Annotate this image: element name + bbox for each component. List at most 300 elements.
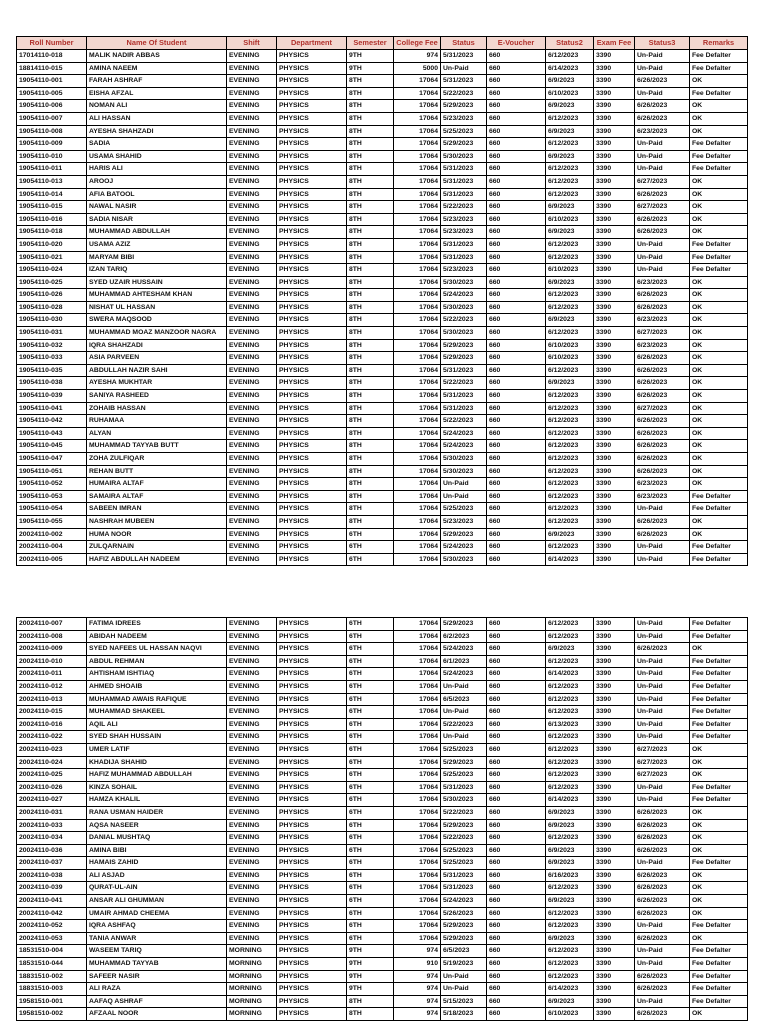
cell-exam-fee: 3390 <box>594 276 635 289</box>
cell-remarks: OK <box>690 226 748 239</box>
cell-status: 5/30/2023 <box>441 301 487 314</box>
cell-status2: 6/14/2023 <box>546 983 594 996</box>
cell-shift: EVENING <box>227 643 277 656</box>
cell-shift: EVENING <box>227 743 277 756</box>
cell-remarks: OK <box>690 528 748 541</box>
cell-semester: 6TH <box>347 541 394 554</box>
cell-remarks: OK <box>690 515 748 528</box>
cell-semester: 8TH <box>347 440 394 453</box>
cell-status3: 6/27/2023 <box>635 175 690 188</box>
cell-semester: 6TH <box>347 920 394 933</box>
cell-department: PHYSICS <box>277 314 347 327</box>
cell-college-fee: 17064 <box>394 226 441 239</box>
cell-shift: EVENING <box>227 769 277 782</box>
cell-shift: EVENING <box>227 882 277 895</box>
table-row <box>17 907 748 920</box>
cell-status2: 6/12/2023 <box>546 958 594 971</box>
cell-remarks: OK <box>690 769 748 782</box>
cell-e-voucher: 660 <box>487 314 546 327</box>
cell-exam-fee: 3390 <box>594 453 635 466</box>
cell-roll-number: 19054110-045 <box>17 440 87 453</box>
cell-department: PHYSICS <box>277 415 347 428</box>
cell-college-fee: 17064 <box>394 301 441 314</box>
cell-roll-number: 17014110-018 <box>17 50 87 63</box>
cell-semester: 6TH <box>347 618 394 631</box>
cell-e-voucher: 660 <box>487 415 546 428</box>
cell-exam-fee: 3390 <box>594 958 635 971</box>
cell-remarks: OK <box>690 743 748 756</box>
cell-shift: EVENING <box>227 920 277 933</box>
cell-department: PHYSICS <box>277 276 347 289</box>
cell-student-name: AQIL ALI <box>87 718 227 731</box>
cell-shift: EVENING <box>227 62 277 75</box>
cell-semester: 8TH <box>347 289 394 302</box>
cell-college-fee: 17064 <box>394 289 441 302</box>
cell-roll-number: 20024110-037 <box>17 857 87 870</box>
table-row <box>17 769 748 782</box>
cell-e-voucher: 660 <box>487 655 546 668</box>
cell-e-voucher: 660 <box>487 895 546 908</box>
cell-roll-number: 20024110-025 <box>17 769 87 782</box>
table-row <box>17 100 748 113</box>
cell-department: PHYSICS <box>277 718 347 731</box>
cell-college-fee: 17064 <box>394 75 441 88</box>
cell-status2: 6/12/2023 <box>546 515 594 528</box>
cell-remarks: OK <box>690 327 748 340</box>
cell-remarks: Fee Defalter <box>690 87 748 100</box>
cell-shift: EVENING <box>227 402 277 415</box>
cell-college-fee: 17064 <box>394 655 441 668</box>
cell-department: PHYSICS <box>277 995 347 1008</box>
table-row <box>17 150 748 163</box>
cell-department: PHYSICS <box>277 327 347 340</box>
cell-semester: 6TH <box>347 832 394 845</box>
cell-status3: Un-Paid <box>635 781 690 794</box>
cell-status: 5/29/2023 <box>441 100 487 113</box>
cell-student-name: HAFIZ ABDULLAH NADEEM <box>87 553 227 566</box>
table-row <box>17 553 748 566</box>
table-row <box>17 756 748 769</box>
cell-status2: 6/9/2023 <box>546 806 594 819</box>
cell-exam-fee: 3390 <box>594 655 635 668</box>
cell-student-name: ABIDAH NADEEM <box>87 630 227 643</box>
cell-status2: 6/12/2023 <box>546 541 594 554</box>
cell-department: PHYSICS <box>277 364 347 377</box>
cell-status2: 6/12/2023 <box>546 112 594 125</box>
cell-department: PHYSICS <box>277 188 347 201</box>
cell-status: 5/24/2023 <box>441 541 487 554</box>
cell-department: PHYSICS <box>277 731 347 744</box>
table-row <box>17 932 748 945</box>
cell-status3: Un-Paid <box>635 87 690 100</box>
cell-remarks: OK <box>690 932 748 945</box>
cell-student-name: IZAN TARIQ <box>87 264 227 277</box>
cell-shift: EVENING <box>227 238 277 251</box>
table-row <box>17 844 748 857</box>
cell-remarks: Fee Defalter <box>690 920 748 933</box>
cell-shift: MORNING <box>227 995 277 1008</box>
cell-semester: 6TH <box>347 882 394 895</box>
cell-status2: 6/12/2023 <box>546 490 594 503</box>
cell-exam-fee: 3390 <box>594 515 635 528</box>
cell-status: 5/29/2023 <box>441 756 487 769</box>
cell-e-voucher: 660 <box>487 402 546 415</box>
cell-e-voucher: 660 <box>487 175 546 188</box>
cell-status3: 6/26/2023 <box>635 895 690 908</box>
cell-exam-fee: 3390 <box>594 112 635 125</box>
cell-department: PHYSICS <box>277 643 347 656</box>
cell-status2: 6/12/2023 <box>546 655 594 668</box>
cell-exam-fee: 3390 <box>594 882 635 895</box>
cell-status: Un-Paid <box>441 490 487 503</box>
cell-student-name: AYESHA SHAHZADI <box>87 125 227 138</box>
table-row <box>17 668 748 681</box>
table-row <box>17 958 748 971</box>
table-row <box>17 806 748 819</box>
cell-e-voucher: 660 <box>487 465 546 478</box>
cell-department: PHYSICS <box>277 706 347 719</box>
cell-status3: 6/26/2023 <box>635 643 690 656</box>
cell-status2: 6/12/2023 <box>546 188 594 201</box>
cell-exam-fee: 3390 <box>594 238 635 251</box>
table-row <box>17 995 748 1008</box>
cell-status2: 6/12/2023 <box>546 478 594 491</box>
cell-status: 5/31/2023 <box>441 781 487 794</box>
cell-exam-fee: 3390 <box>594 87 635 100</box>
cell-status3: Un-Paid <box>635 62 690 75</box>
cell-status3: Un-Paid <box>635 238 690 251</box>
cell-department: PHYSICS <box>277 794 347 807</box>
header-status: Status <box>441 37 487 50</box>
cell-exam-fee: 3390 <box>594 970 635 983</box>
cell-shift: EVENING <box>227 618 277 631</box>
cell-status: 5/30/2023 <box>441 327 487 340</box>
cell-semester: 6TH <box>347 743 394 756</box>
cell-exam-fee: 3390 <box>594 1008 635 1021</box>
cell-semester: 6TH <box>347 718 394 731</box>
cell-remarks: OK <box>690 882 748 895</box>
cell-semester: 9TH <box>347 62 394 75</box>
cell-remarks: OK <box>690 907 748 920</box>
cell-e-voucher: 660 <box>487 138 546 151</box>
cell-e-voucher: 660 <box>487 743 546 756</box>
cell-shift: EVENING <box>227 731 277 744</box>
cell-remarks: OK <box>690 75 748 88</box>
table-row <box>17 201 748 214</box>
cell-remarks: OK <box>690 364 748 377</box>
cell-roll-number: 20024110-009 <box>17 643 87 656</box>
cell-e-voucher: 660 <box>487 857 546 870</box>
cell-roll-number: 19054110-020 <box>17 238 87 251</box>
cell-e-voucher: 660 <box>487 756 546 769</box>
table-row <box>17 920 748 933</box>
cell-shift: EVENING <box>227 756 277 769</box>
cell-remarks: Fee Defalter <box>690 541 748 554</box>
cell-exam-fee: 3390 <box>594 301 635 314</box>
cell-exam-fee: 3390 <box>594 945 635 958</box>
cell-college-fee: 974 <box>394 983 441 996</box>
cell-roll-number: 20024110-052 <box>17 920 87 933</box>
cell-e-voucher: 660 <box>487 907 546 920</box>
header-roll-number: Roll Number <box>17 37 87 50</box>
cell-status2: 6/9/2023 <box>546 75 594 88</box>
cell-remarks: Fee Defalter <box>690 503 748 516</box>
cell-status: 5/31/2023 <box>441 238 487 251</box>
cell-remarks: Fee Defalter <box>690 731 748 744</box>
cell-roll-number: 19054110-025 <box>17 276 87 289</box>
cell-e-voucher: 660 <box>487 150 546 163</box>
header-department: Department <box>277 37 347 50</box>
cell-student-name: HUMAIRA ALTAF <box>87 478 227 491</box>
cell-college-fee: 17064 <box>394 769 441 782</box>
cell-e-voucher: 660 <box>487 503 546 516</box>
cell-status2: 6/12/2023 <box>546 769 594 782</box>
cell-status2: 6/12/2023 <box>546 301 594 314</box>
cell-status2: 6/16/2023 <box>546 869 594 882</box>
cell-semester: 8TH <box>347 188 394 201</box>
cell-roll-number: 19054110-007 <box>17 112 87 125</box>
cell-status: 5/18/2023 <box>441 1008 487 1021</box>
cell-remarks: Fee Defalter <box>690 781 748 794</box>
cell-shift: EVENING <box>227 175 277 188</box>
table-row <box>17 314 748 327</box>
cell-remarks: OK <box>690 339 748 352</box>
cell-e-voucher: 660 <box>487 201 546 214</box>
cell-department: PHYSICS <box>277 769 347 782</box>
cell-shift: EVENING <box>227 352 277 365</box>
cell-college-fee: 17064 <box>394 869 441 882</box>
cell-status: Un-Paid <box>441 731 487 744</box>
cell-status2: 6/12/2023 <box>546 630 594 643</box>
cell-department: PHYSICS <box>277 541 347 554</box>
cell-exam-fee: 3390 <box>594 402 635 415</box>
cell-department: PHYSICS <box>277 983 347 996</box>
cell-college-fee: 17064 <box>394 453 441 466</box>
cell-roll-number: 19054110-018 <box>17 226 87 239</box>
cell-status: 6/2/2023 <box>441 630 487 643</box>
cell-student-name: ZOHA ZULFIQAR <box>87 453 227 466</box>
cell-student-name: SYED NAFEES UL HASSAN NAQVI <box>87 643 227 656</box>
cell-department: PHYSICS <box>277 478 347 491</box>
cell-status2: 6/9/2023 <box>546 995 594 1008</box>
cell-exam-fee: 3390 <box>594 920 635 933</box>
cell-status3: Un-Paid <box>635 138 690 151</box>
cell-status3: 6/26/2023 <box>635 188 690 201</box>
cell-exam-fee: 3390 <box>594 869 635 882</box>
cell-status2: 6/12/2023 <box>546 781 594 794</box>
cell-department: PHYSICS <box>277 427 347 440</box>
cell-remarks: Fee Defalter <box>690 857 748 870</box>
cell-exam-fee: 3390 <box>594 528 635 541</box>
cell-roll-number: 19054110-010 <box>17 150 87 163</box>
cell-student-name: REHAN BUTT <box>87 465 227 478</box>
cell-department: PHYSICS <box>277 515 347 528</box>
table-row <box>17 138 748 151</box>
cell-status3: 6/26/2023 <box>635 364 690 377</box>
cell-college-fee: 17064 <box>394 440 441 453</box>
cell-status2: 6/10/2023 <box>546 339 594 352</box>
cell-remarks: Fee Defalter <box>690 693 748 706</box>
table-row <box>17 87 748 100</box>
cell-status: 5/30/2023 <box>441 150 487 163</box>
cell-semester: 6TH <box>347 769 394 782</box>
table-row <box>17 364 748 377</box>
table-row <box>17 289 748 302</box>
cell-college-fee: 17064 <box>394 743 441 756</box>
cell-college-fee: 17064 <box>394 112 441 125</box>
cell-roll-number: 19054110-001 <box>17 75 87 88</box>
cell-college-fee: 17064 <box>394 907 441 920</box>
cell-semester: 8TH <box>347 75 394 88</box>
table-row <box>17 743 748 756</box>
cell-status3: Un-Paid <box>635 163 690 176</box>
cell-shift: EVENING <box>227 112 277 125</box>
cell-exam-fee: 3390 <box>594 50 635 63</box>
cell-remarks: Fee Defalter <box>690 945 748 958</box>
cell-status3: 6/23/2023 <box>635 314 690 327</box>
cell-department: PHYSICS <box>277 377 347 390</box>
cell-status2: 6/12/2023 <box>546 945 594 958</box>
cell-status2: 6/12/2023 <box>546 920 594 933</box>
cell-student-name: ALI RAZA <box>87 983 227 996</box>
cell-college-fee: 17064 <box>394 377 441 390</box>
cell-college-fee: 17064 <box>394 806 441 819</box>
cell-roll-number: 20024110-039 <box>17 882 87 895</box>
cell-exam-fee: 3390 <box>594 844 635 857</box>
cell-college-fee: 17064 <box>394 541 441 554</box>
cell-department: PHYSICS <box>277 226 347 239</box>
cell-department: PHYSICS <box>277 844 347 857</box>
table-row <box>17 819 748 832</box>
cell-status: Un-Paid <box>441 970 487 983</box>
cell-semester: 8TH <box>347 213 394 226</box>
cell-exam-fee: 3390 <box>594 226 635 239</box>
cell-student-name: NAWAL NASIR <box>87 201 227 214</box>
cell-remarks: Fee Defalter <box>690 718 748 731</box>
cell-status: Un-Paid <box>441 706 487 719</box>
cell-e-voucher: 660 <box>487 327 546 340</box>
cell-semester: 8TH <box>347 465 394 478</box>
cell-e-voucher: 660 <box>487 301 546 314</box>
cell-shift: EVENING <box>227 478 277 491</box>
cell-status2: 6/12/2023 <box>546 364 594 377</box>
cell-exam-fee: 3390 <box>594 718 635 731</box>
cell-shift: EVENING <box>227 289 277 302</box>
cell-status3: 6/26/2023 <box>635 440 690 453</box>
cell-shift: EVENING <box>227 655 277 668</box>
cell-e-voucher: 660 <box>487 100 546 113</box>
cell-shift: EVENING <box>227 251 277 264</box>
cell-department: PHYSICS <box>277 920 347 933</box>
cell-college-fee: 17064 <box>394 125 441 138</box>
cell-department: PHYSICS <box>277 618 347 631</box>
cell-exam-fee: 3390 <box>594 150 635 163</box>
cell-department: PHYSICS <box>277 806 347 819</box>
cell-remarks: OK <box>690 276 748 289</box>
cell-status: 5/22/2023 <box>441 87 487 100</box>
cell-e-voucher: 660 <box>487 427 546 440</box>
cell-e-voucher: 660 <box>487 932 546 945</box>
cell-remarks: OK <box>690 869 748 882</box>
header-e-voucher: E-Voucher <box>487 37 546 50</box>
cell-status2: 6/14/2023 <box>546 794 594 807</box>
cell-semester: 9TH <box>347 945 394 958</box>
cell-student-name: ALI HASSAN <box>87 112 227 125</box>
cell-status3: 6/26/2023 <box>635 832 690 845</box>
cell-department: PHYSICS <box>277 75 347 88</box>
cell-status2: 6/9/2023 <box>546 226 594 239</box>
cell-status3: Un-Paid <box>635 655 690 668</box>
cell-remarks: OK <box>690 465 748 478</box>
cell-roll-number: 19054110-031 <box>17 327 87 340</box>
cell-shift: EVENING <box>227 453 277 466</box>
cell-status2: 6/9/2023 <box>546 314 594 327</box>
cell-status3: Un-Paid <box>635 995 690 1008</box>
cell-status2: 6/12/2023 <box>546 756 594 769</box>
cell-student-name: HAFIZ MUHAMMAD ABDULLAH <box>87 769 227 782</box>
cell-department: PHYSICS <box>277 112 347 125</box>
cell-shift: EVENING <box>227 150 277 163</box>
cell-department: PHYSICS <box>277 693 347 706</box>
cell-e-voucher: 660 <box>487 515 546 528</box>
cell-remarks: OK <box>690 352 748 365</box>
cell-college-fee: 17064 <box>394 693 441 706</box>
cell-student-name: MUHAMMAD ABDULLAH <box>87 226 227 239</box>
cell-remarks: Fee Defalter <box>690 630 748 643</box>
cell-e-voucher: 660 <box>487 213 546 226</box>
cell-roll-number: 19054110-016 <box>17 213 87 226</box>
cell-student-name: HARIS ALI <box>87 163 227 176</box>
cell-exam-fee: 3390 <box>594 819 635 832</box>
cell-student-name: HAMAIS ZAHID <box>87 857 227 870</box>
cell-semester: 8TH <box>347 364 394 377</box>
cell-semester: 8TH <box>347 301 394 314</box>
cell-exam-fee: 3390 <box>594 794 635 807</box>
cell-status: 5/29/2023 <box>441 920 487 933</box>
cell-college-fee: 17064 <box>394 857 441 870</box>
cell-exam-fee: 3390 <box>594 932 635 945</box>
cell-exam-fee: 3390 <box>594 390 635 403</box>
cell-remarks: OK <box>690 643 748 656</box>
table-row <box>17 794 748 807</box>
cell-status: 5/22/2023 <box>441 806 487 819</box>
cell-status: 5/15/2023 <box>441 995 487 1008</box>
cell-status: 6/5/2023 <box>441 945 487 958</box>
table-row <box>17 490 748 503</box>
cell-status2: 6/12/2023 <box>546 693 594 706</box>
table-row <box>17 276 748 289</box>
cell-remarks: Fee Defalter <box>690 251 748 264</box>
table-row <box>17 125 748 138</box>
cell-semester: 8TH <box>347 251 394 264</box>
cell-status: 5/30/2023 <box>441 276 487 289</box>
cell-department: PHYSICS <box>277 819 347 832</box>
cell-college-fee: 17064 <box>394 175 441 188</box>
cell-status: 5/24/2023 <box>441 427 487 440</box>
cell-e-voucher: 660 <box>487 238 546 251</box>
cell-student-name: RANA USMAN HAIDER <box>87 806 227 819</box>
cell-shift: EVENING <box>227 706 277 719</box>
cell-shift: MORNING <box>227 945 277 958</box>
header-semester: Semester <box>347 37 394 50</box>
cell-shift: EVENING <box>227 528 277 541</box>
cell-roll-number: 19054110-028 <box>17 301 87 314</box>
cell-status2: 6/10/2023 <box>546 1008 594 1021</box>
table-row <box>17 970 748 983</box>
cell-semester: 8TH <box>347 402 394 415</box>
cell-shift: EVENING <box>227 693 277 706</box>
header-shift: Shift <box>227 37 277 50</box>
